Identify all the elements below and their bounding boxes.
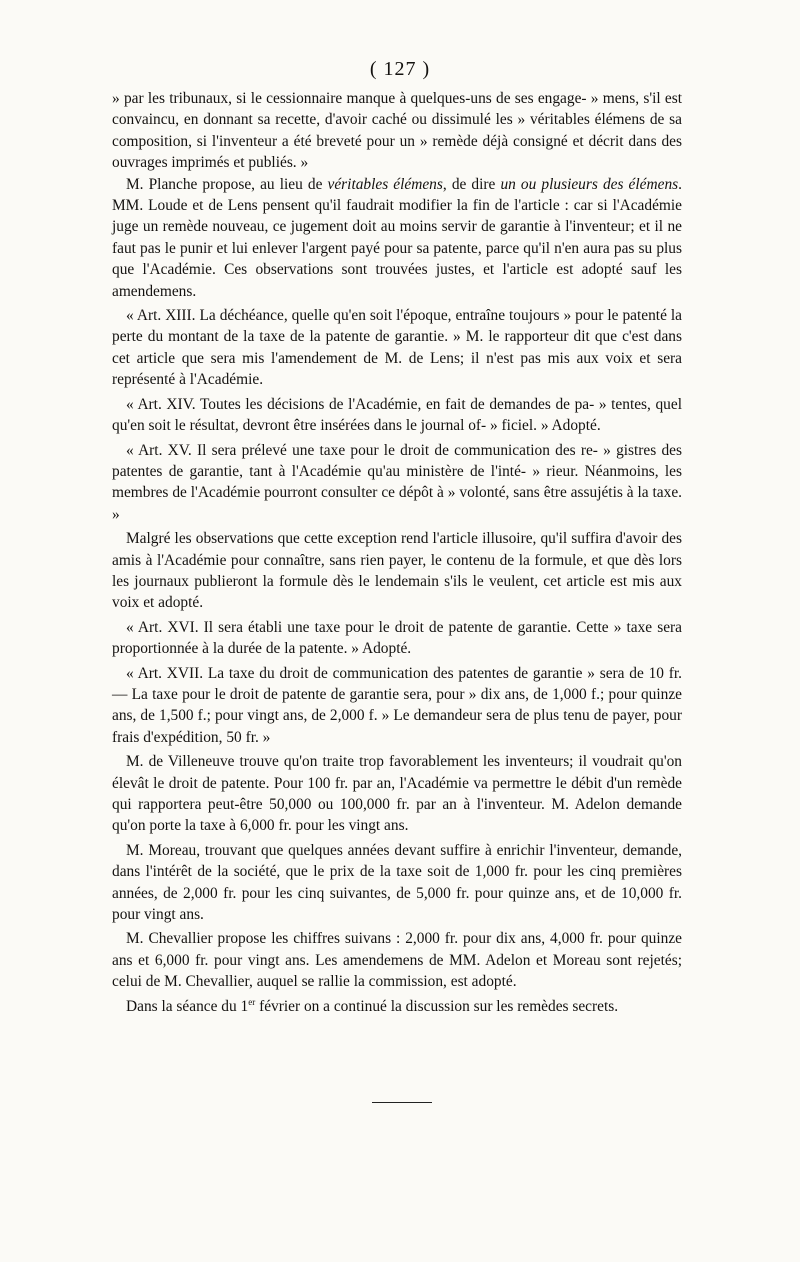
paragraph-observations: Malgré les observations que cette exception rend l'article illusoire, qu'il suffira d'avoir des amis à l'Académie pour connaître, sans rien payer, le contenu de la formule, et que dès lors les journaux publieront la formule dès le lendemain s'ils le veulent, cet article est mis aux voix et adopté. (112, 530, 682, 612)
body-text (112, 88, 682, 1020)
paragraph-chevallier: M. Chevallier propose les chiffres suivans : 2,000 fr. pour dix ans, 4,000 fr. pour quinze ans et 6,000 fr. pour vingt ans. Les amendemens de MM. Adelon et Moreau sont rejetés; celui de M. Chevallier, auquel se rallie la commission, est adopté. (112, 930, 682, 991)
text-run: . MM. Loude et de Lens pensent qu'il faudrait modifier la fin de l'article : car si l'Académie juge un remède nouveau, ce jugement doit au moins servir de garantie à l'inventeur; et il ne faut pas le punir et lui enlever l'argent payé pour sa patente, parce qu'il n'en aura pas su plus que l'Académie. Ces observations sont trouvées justes, et l'article est adopté sauf les amendemens. (112, 175, 682, 300)
italic-term: un ou plusieurs des élémens (500, 175, 679, 193)
paragraph-art-13: « Art. XIII. La déchéance, quelle qu'en soit l'époque, entraîne toujours » pour le patenté la perte du montant de la taxe de la patente de garantie. » M. le rapporteur dit que c'est dans cet article que sera mis l'amendement de M. de Lens; il n'est pas mis aux voix et sera représenté à l'Académie. (112, 307, 682, 389)
italic-term: véritables élémens (327, 175, 443, 193)
paragraph-art-16: « Art. XVI. Il sera établi une taxe pour le droit de patente de garantie. Cette » taxe sera proportionnée à la durée de la patente. » Adopté. (112, 618, 682, 658)
text-run: , de dire (442, 175, 501, 193)
text-run: février on a continué la discussion sur les remèdes secrets. (255, 997, 619, 1015)
text-run: Dans la séance du 1 (126, 997, 249, 1015)
paragraph-art-14: « Art. XIV. Toutes les décisions de l'Académie, en fait de demandes de pa- » tentes, quel qu'en soit le résultat, devront être insérées dans le journal of- » ficiel. » Adopté. (112, 395, 682, 435)
paragraph-villeneuve: M. de Villeneuve trouve qu'on traite trop favorablement les inventeurs; il voudrait qu'on élevât le droit de patente. Pour 100 fr. par an, l'Académie va permettre le débit d'un remède qui rapportera peut-être 50,000 ou 100,000 fr. par an à l'inventeur. M. Adelon demande qu'on porte la taxe à 6,000 fr. pour les vingt ans. (112, 753, 682, 835)
paragraph-art-15: « Art. XV. Il sera prélevé une taxe pour le droit de communication des re- » gistres des patentes de garantie, tant à l'Académie qu'au ministère de l'inté- » rieur. Néanmoins, les membres de l'Académie pourront consulter ce dépôt à » volonté, sans être assujétis à la taxe. » (112, 441, 682, 523)
paragraph-quote-continuation: » par les tribunaux, si le cessionnaire manque à quelques-uns de ses engage- » mens, s'il est convaincu, en donnant sa recette, d'avoir caché ou dissimulé les » véritables élémens de sa composition, si l'inventeur a été breveté pour un » remède déjà consigné et décrit dans des ouvrages imprimés et publiés. » (112, 90, 682, 172)
page-number: ( 127 ) (369, 58, 431, 80)
paragraph-art-17: « Art. XVII. La taxe du droit de communication des patentes de garantie » sera de 10 fr. — La taxe pour le droit de patente de garantie sera, pour » dix ans, de 1,000 f.; pour quinze ans, de 1,500 f.; pour vingt ans, de 2,000 f. » Le demandeur sera de plus tenu de payer, pour frais d'expédition, 50 fr. » (112, 664, 682, 746)
superscript: er (248, 996, 256, 1007)
text-run: M. Planche propose, au lieu de (126, 175, 328, 193)
paragraph-moreau: M. Moreau, trouvant que quelques années devant suffire à enrichir l'inventeur, demande, dans l'intérêt de la société, que le prix de la taxe soit de 1,000 fr. pour les cinq premières années, de 2,000 fr. pour les cinq suivantes, de 5,000 fr. pour quinze ans, et de 10,000 fr. pour vingt ans. (112, 841, 682, 924)
paragraph-seance (112, 996, 682, 1017)
paragraph-planche (112, 174, 682, 302)
end-rule (372, 1102, 432, 1103)
